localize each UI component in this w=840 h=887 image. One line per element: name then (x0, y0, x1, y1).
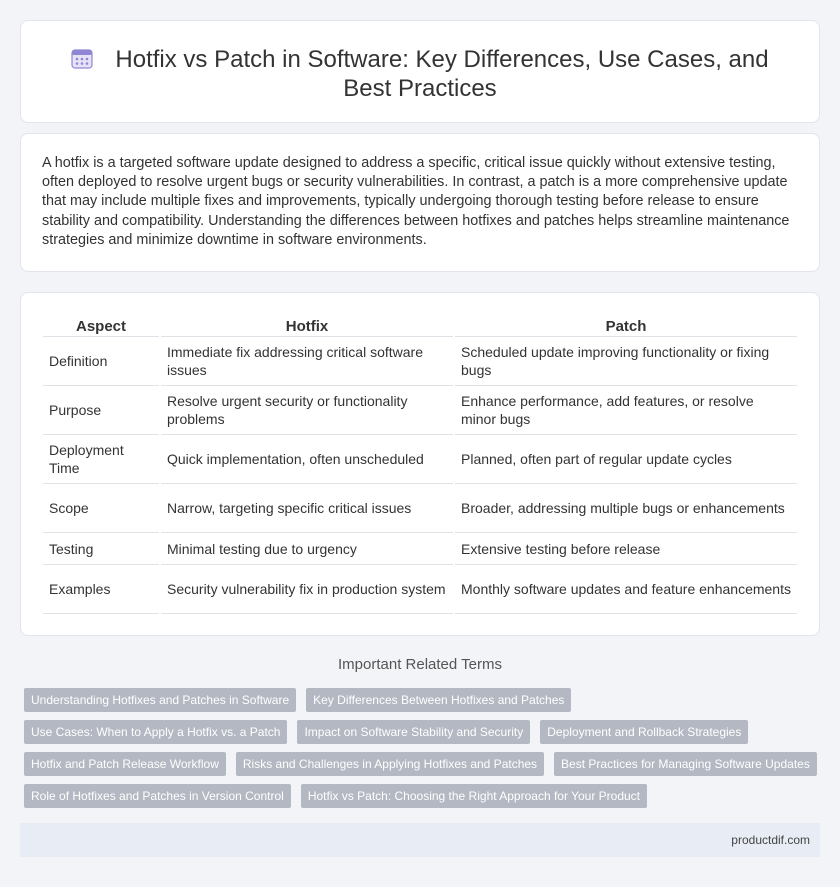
table-cell-aspect: Testing (43, 533, 159, 565)
related-terms-list (24, 688, 824, 816)
intro-card (20, 133, 820, 272)
related-term-tag[interactable]: Key Differences Between Hotfixes and Patches (306, 688, 571, 712)
table-cell-patch: Scheduled update improving functionality or fixing bugs (455, 337, 797, 386)
related-term-tag[interactable]: Hotfix vs Patch: Choosing the Right Approach for Your Product (301, 784, 647, 808)
table-cell-patch: Monthly software updates and feature enhancements (455, 565, 797, 614)
related-term-tag[interactable]: Impact on Software Stability and Security (297, 720, 530, 744)
header-patch: Patch (455, 313, 797, 337)
tag-row (24, 784, 824, 808)
related-term-tag[interactable]: Role of Hotfixes and Patches in Version Control (24, 784, 291, 808)
page-title-text: Hotfix vs Patch in Software: Key Differences, Use Cases, and Best Practices (115, 46, 769, 102)
tag-row (24, 688, 824, 712)
page-title (51, 45, 789, 103)
related-term-tag[interactable]: Hotfix and Patch Release Workflow (24, 752, 226, 776)
table-row (43, 533, 797, 565)
comparison-table (41, 313, 799, 614)
table-cell-patch: Broader, addressing multiple bugs or enhancements (455, 484, 797, 533)
table-cell-patch: Enhance performance, add features, or resolve minor bugs (455, 386, 797, 435)
related-term-tag[interactable]: Risks and Challenges in Applying Hotfixes and Patches (236, 752, 544, 776)
header-card (20, 20, 820, 123)
table-cell-hotfix: Immediate fix addressing critical software issues (161, 337, 453, 386)
related-term-tag[interactable]: Use Cases: When to Apply a Hotfix vs. a Patch (24, 720, 287, 744)
table-cell-aspect: Definition (43, 337, 159, 386)
table-cell-aspect: Purpose (43, 386, 159, 435)
table-row (43, 484, 797, 533)
tag-row (24, 720, 824, 744)
related-term-tag[interactable]: Understanding Hotfixes and Patches in Software (24, 688, 296, 712)
table-header-row (43, 313, 797, 337)
table-cell-patch: Extensive testing before release (455, 533, 797, 565)
header-aspect: Aspect (43, 313, 159, 337)
calendar-icon (71, 47, 93, 69)
tag-row (24, 752, 824, 776)
table-cell-hotfix: Narrow, targeting specific critical issues (161, 484, 453, 533)
table-cell-patch: Planned, often part of regular update cycles (455, 435, 797, 484)
table-cell-aspect: Scope (43, 484, 159, 533)
footer-site-link[interactable]: productdif.com (731, 833, 810, 847)
table-cell-hotfix: Security vulnerability fix in production system (161, 565, 453, 614)
related-term-tag[interactable]: Best Practices for Managing Software Updates (554, 752, 817, 776)
table-row (43, 435, 797, 484)
intro-paragraph: A hotfix is a targeted software update designed to address a specific, critical issue quickly without extensive testing, often deployed to resolve urgent bugs or security vulnerabilities. In contrast, a patch is a more comprehensive update that may include multiple fixes and improvements, typically undergoing thorough testing before release to ensure stability and compatibility. Understanding the differences between hotfixes and patches helps streamline maintenance strategies and minimize downtime in software environments. (42, 155, 790, 248)
table-cell-aspect: Deployment Time (43, 435, 159, 484)
header-hotfix: Hotfix (161, 313, 453, 337)
footer (20, 823, 820, 857)
table-row (43, 565, 797, 614)
table-cell-hotfix: Minimal testing due to urgency (161, 533, 453, 565)
page-header (51, 45, 789, 103)
table-cell-hotfix: Quick implementation, often unscheduled (161, 435, 453, 484)
related-term-tag[interactable]: Deployment and Rollback Strategies (540, 720, 748, 744)
comparison-card (20, 292, 820, 636)
table-cell-hotfix: Resolve urgent security or functionality problems (161, 386, 453, 435)
related-terms-heading: Important Related Terms (338, 656, 502, 673)
table-cell-aspect: Examples (43, 565, 159, 614)
table-row (43, 386, 797, 435)
table-row (43, 337, 797, 386)
